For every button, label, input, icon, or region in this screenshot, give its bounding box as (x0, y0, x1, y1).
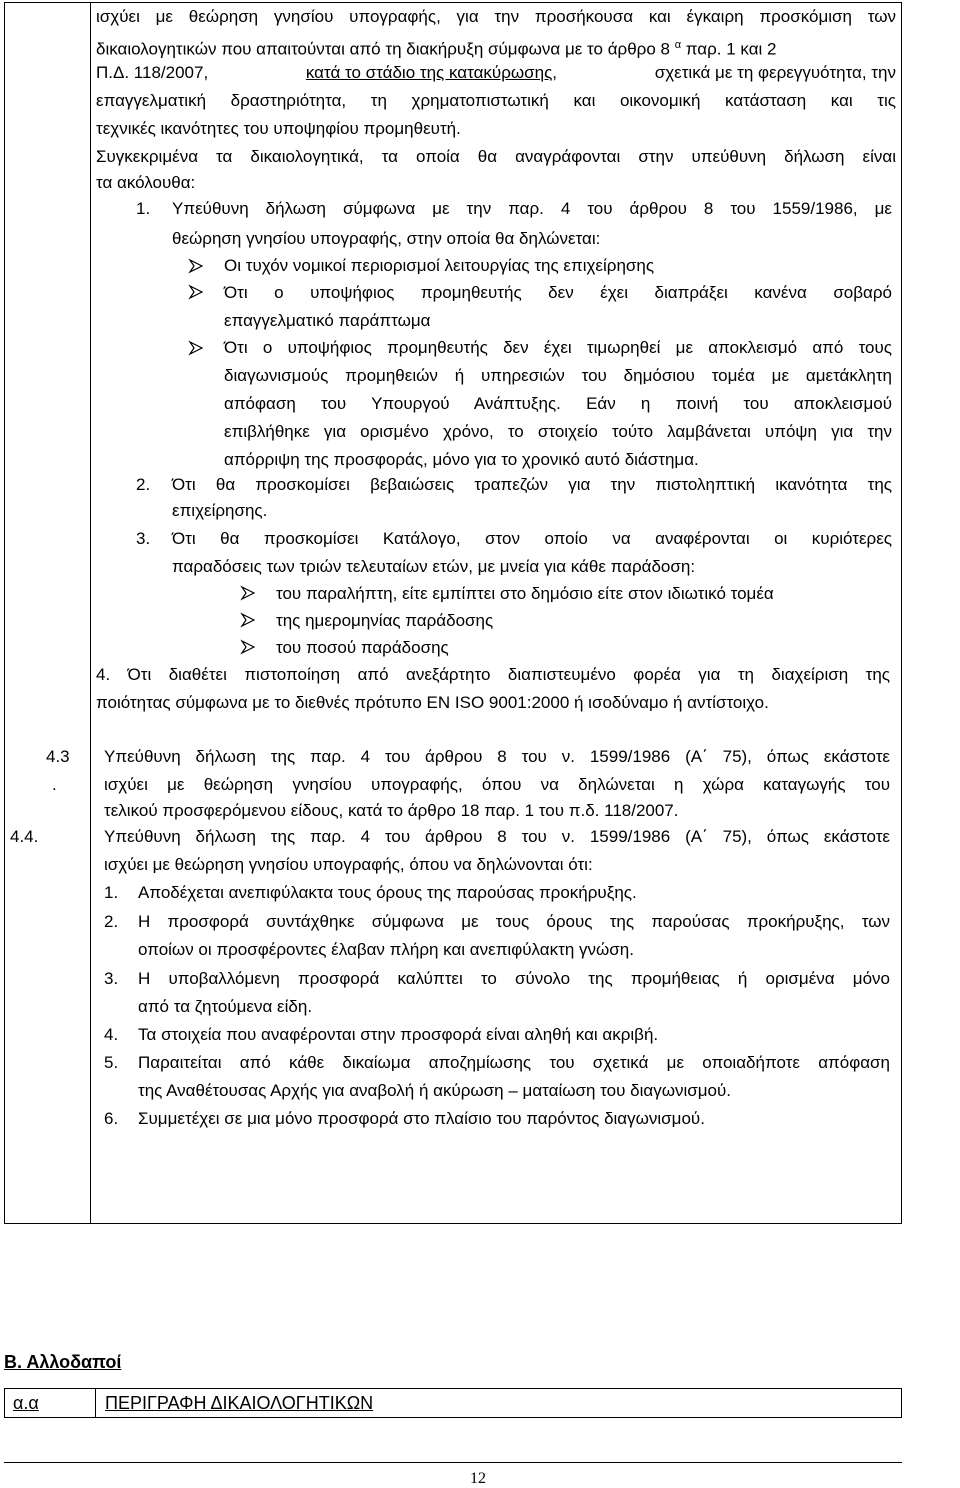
intro-line-4: επαγγελματική δραστηριότητα, τη χρηματοπιστωτική και οικονομική κατάσταση και τις (96, 91, 896, 110)
arrow-bullet-icon (240, 612, 256, 628)
list-item: Η προσφορά συντάχθηκε σύμφωνα με τους όρους της παρούσας προκήρυξης, των (138, 912, 890, 931)
item1-line1: Υπεύθυνη δήλωση σύμφωνα με την παρ. 4 του άρθρου 8 του 1559/1986, με (172, 199, 892, 218)
list-item: Συμμετέχει σε μια μόνο προσφορά στο πλαίσιο του παρόντος διαγωνισμού. (138, 1109, 705, 1128)
bullet1-3-cont1: διαγωνισμούς προμηθειών ή υπηρεσιών του δημόσιου τομέα με αμετάκλητη (224, 366, 892, 385)
bullet1-1: Οι τυχόν νομικοί περιορισμοί λειτουργίας της επιχείρησης (224, 256, 655, 275)
bullet3-3: του ποσού παράδοσης (276, 638, 449, 657)
item3-number: 3. (136, 529, 151, 548)
list-item: Η υποβαλλόμενη προσφορά καλύπτει το σύνολο της προμήθειας ή ορισμένα μόνο (138, 969, 890, 988)
list-item: Τα στοιχεία που αναφέρονται στην προσφορά είναι αληθή και ακριβή. (138, 1025, 659, 1044)
section-4-4-line2: ισχύει με θεώρηση γνησίου υπογραφής, όπου να δηλώνονται ότι: (104, 855, 593, 874)
intro-underlined: κατά το στάδιο της κατακύρωσης, (305, 63, 557, 82)
intro-line-1: ισχύει με θεώρηση γνησίου υπογραφής, για την προσήκουσα και έγκαιρη προσκόμιση των (96, 7, 896, 26)
list-item-cont: οποίων οι προσφέροντες έλαβαν πλήρη και ανεπιφύλακτη γνώση. (138, 940, 634, 959)
arrow-bullet-icon (188, 284, 204, 300)
item2-line2: επιχείρησης. (172, 501, 268, 520)
list-item-number: 3. (104, 969, 119, 988)
section-4-4-label: 4.4. (10, 827, 39, 846)
bullet1-3-cont2: απόφαση του Υπουργού Ανάπτυξης. Εάν η ποινή του αποκλεισμού (224, 394, 892, 413)
list-item: Αποδέχεται ανεπιφύλακτα τους όρους της παρούσας προκήρυξης. (138, 883, 637, 902)
list-item: Παραιτείται από κάθε δικαίωμα αποζημίωσης του σχετικά με οποιαδήποτε απόφαση (138, 1053, 890, 1072)
bullet1-3: Ότι ο υποψήφιος προμηθευτής δεν έχει τιμωρηθεί με αποκλεισμό από τους (224, 338, 892, 357)
section-4-3-line1: Υπεύθυνη δήλωση της παρ. 4 του άρθρου 8 του ν. 1599/1986 (Α΄ 75), όπως εκάστοτε (104, 747, 890, 766)
section-4-4-line1: Υπεύθυνη δήλωση της παρ. 4 του άρθρου 8 του ν. 1599/1986 (Α΄ 75), όπως εκάστοτε (104, 827, 890, 846)
list-item-number: 6. (104, 1109, 119, 1128)
table-header-aa: α.α (13, 1393, 39, 1413)
item4-line2: ποιότητας σύμφωνα με το διεθνές πρότυπο EN ISO 9001:2000 ή ισοδύναμο ή αντίστοιχο. (96, 693, 769, 712)
intro-line-5: τεχνικές ικανότητες του υποψηφίου προμηθευτή. (96, 119, 461, 138)
table-header-description: ΠΕΡΙΓΡΑΦΗ ΔΙΚΑΙΟΛΟΓΗΤΙΚΩΝ (105, 1393, 374, 1413)
page-number: 12 (470, 1470, 486, 1487)
list-item-cont: από τα ζητούμενα είδη. (138, 997, 313, 1016)
item2-number: 2. (136, 475, 151, 494)
bullet1-3-cont4: απόρριψη της προσφοράς, μόνο για το χρονικό αυτό διάστημα. (224, 450, 699, 469)
intro-superscript: α (674, 39, 682, 51)
intro-line-3-tail: σχετικά με τη φερεγγυότητα, την (654, 63, 896, 82)
list-item-number: 1. (104, 883, 119, 902)
arrow-bullet-icon (188, 340, 204, 356)
list-item-number: 5. (104, 1053, 119, 1072)
bullet1-3-cont3: επιβλήθηκε για ορισμένο χρόνο, το στοιχείο τούτο λαμβάνεται υπόψη για την (224, 422, 892, 441)
intro-line-7: τα ακόλουθα: (96, 173, 196, 192)
intro-line-6: Συγκεκριμένα τα δικαιολογητικά, τα οποία θα αναγράφονται στην υπεύθυνη δήλωση είναι (96, 147, 896, 166)
arrow-bullet-icon (188, 258, 204, 274)
intro-line-2 (96, 34, 776, 61)
bullet3-1: του παραλήπτη, είτε εμπίπτει στο δημόσιο είτε στον ιδιωτικό τομέα (276, 584, 774, 603)
intro-line-2-text: δικαιολογητικών που απαιτούνται από τη διακήρυξη σύμφωνα με το άρθρο 8 (96, 39, 670, 59)
footer-divider (4, 1462, 902, 1463)
column-divider (90, 3, 91, 1223)
section-b-heading: Β. Αλλοδαποί (4, 1352, 122, 1372)
intro-line-2-tail: παρ. 1 και 2 (685, 39, 777, 59)
list-item-number: 2. (104, 912, 119, 931)
table-header-row (4, 1388, 902, 1418)
item2-line1: Ότι θα προσκομίσει βεβαιώσεις τραπεζών για την πιστοληπτική ικανότητα της (172, 475, 892, 494)
list-item-cont: της Αναθέτουσας Αρχής για αναβολή ή ακύρωση – ματαίωση του διαγωνισμού. (138, 1081, 732, 1100)
intro-line-3 (96, 62, 896, 84)
bullet3-2: της ημερομηνίας παράδοσης (276, 611, 494, 630)
section-4-3-dot: . (52, 775, 57, 794)
intro-pd: Π.Δ. 118/2007, (96, 63, 209, 82)
item1-number: 1. (136, 199, 151, 218)
arrow-bullet-icon (240, 639, 256, 655)
list-item-number: 4. (104, 1025, 119, 1044)
arrow-bullet-icon (240, 585, 256, 601)
section-4-3-label: 4.3 (46, 747, 70, 766)
section-4-3-line2: ισχύει με θεώρηση γνησίου υπογραφής, όπου να δηλώνεται η χώρα καταγωγής του (104, 775, 890, 794)
section-4-3-line3: τελικού προσφερόμενου είδους, κατά το άρθρο 18 παρ. 1 του π.δ. 118/2007. (104, 801, 679, 820)
bullet1-2-cont: επαγγελματικό παράπτωμα (224, 311, 431, 330)
bullet1-2: Ότι ο υποψήφιος προμηθευτής δεν έχει διαπράξει κανένα σοβαρό (224, 283, 892, 302)
item3-line2: παραδόσεις των τριών τελευταίων ετών, με μνεία για κάθε παράδοση: (172, 557, 696, 576)
item1-line2: θεώρηση γνησίου υπογραφής, στην οποία θα δηλώνεται: (172, 229, 601, 248)
item3-line1: Ότι θα προσκομίσει Κατάλογο, στον οποίο να αναφέρονται οι κυριότερες (172, 529, 892, 548)
item4-line1: 4. Ότι διαθέτει πιστοποίηση από ανεξάρτητο διαπιστευμένο φορέα για τη διαχείριση της (96, 665, 890, 684)
